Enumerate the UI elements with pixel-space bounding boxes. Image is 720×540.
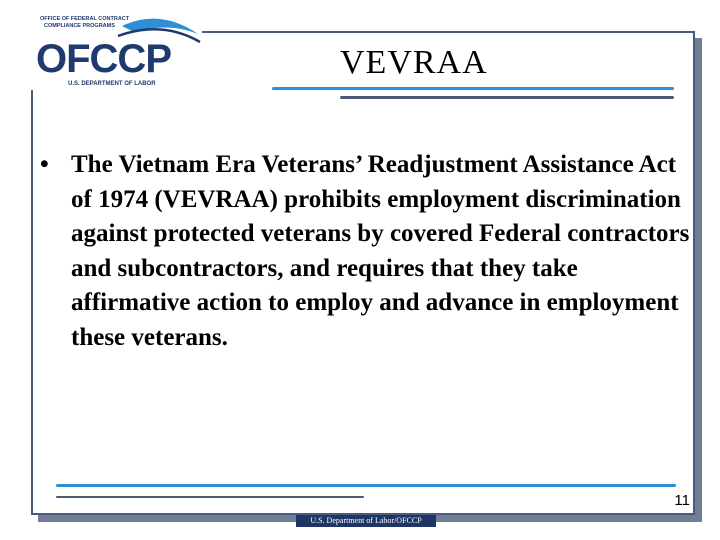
- logo-top-line1: OFFICE OF FEDERAL CONTRACT: [40, 16, 130, 22]
- header-rule-bottom: [340, 96, 674, 99]
- footer-rule-top: [56, 484, 676, 487]
- page-number: 11: [674, 492, 690, 509]
- bullet-item: [40, 148, 690, 356]
- logo-department: U.S. DEPARTMENT OF LABOR: [68, 81, 156, 87]
- slide-title: VEVRAA: [340, 44, 488, 81]
- bullet-text: The Vietnam Era Veterans’ Readjustment Assistance Act of 1974 (VEVRAA) prohibits employment discrimination against protected veterans by covered Federal contractors and subcontractors, and requires that they take affirmative action to employ and advance in employment these veterans.: [71, 151, 690, 351]
- bullet-marker: •: [40, 151, 49, 178]
- logo-top-line2: COMPLIANCE PROGRAMS: [44, 23, 115, 29]
- ofccp-logo: [30, 8, 202, 90]
- footer-text: U.S. Department of Labor/OFCCP: [310, 516, 422, 525]
- logo-wordmark: OFCCP: [36, 37, 171, 81]
- header-rule-top: [272, 87, 674, 90]
- footer-rule-bottom: [56, 496, 364, 498]
